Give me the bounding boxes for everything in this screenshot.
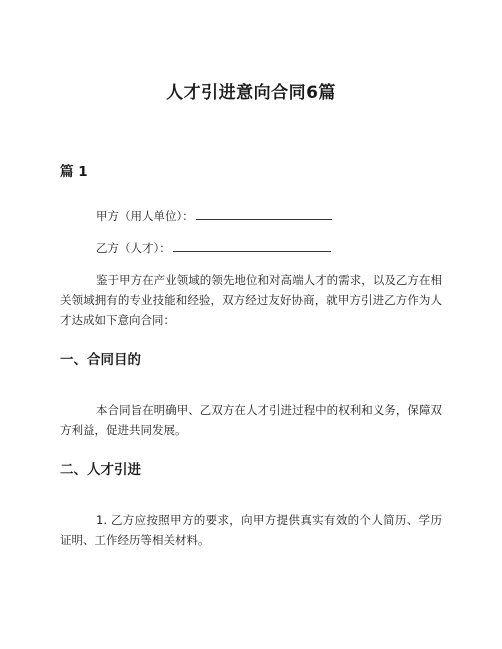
purpose-paragraph: 本合同旨在明确甲、乙双方在人才引进过程中的权利和义务，保障双方利益，促进共同发展。 (60, 403, 442, 437)
party-b-label: 乙方（人才）： (96, 241, 171, 255)
party-a-line (96, 206, 332, 226)
section-heading-talent-introduction: 二、人才引进 (60, 462, 141, 478)
party-a-blank (196, 207, 332, 220)
document-title: 人才引进意向合同6篇 (166, 83, 336, 103)
party-b-blank (173, 239, 331, 252)
party-a-label: 甲方（用人单位）： (96, 209, 194, 223)
talent-introduction-clause-1: 1. 乙方应按照甲方的要求，向甲方提供真实有效的个人简历、学历证明、工作经历等相关材料。 (60, 513, 442, 547)
section-heading-purpose: 一、合同目的 (60, 352, 141, 368)
party-b-line (96, 238, 331, 258)
preamble-paragraph: 鉴于甲方在产业领域的领先地位和对高端人才的需求，以及乙方在相关领域拥有的专业技能和经验，双方经过友好协商，就甲方引进乙方作为人才达成如下意向合同： (60, 273, 442, 327)
section-heading-chapter-1: 篇 1 (60, 164, 88, 180)
